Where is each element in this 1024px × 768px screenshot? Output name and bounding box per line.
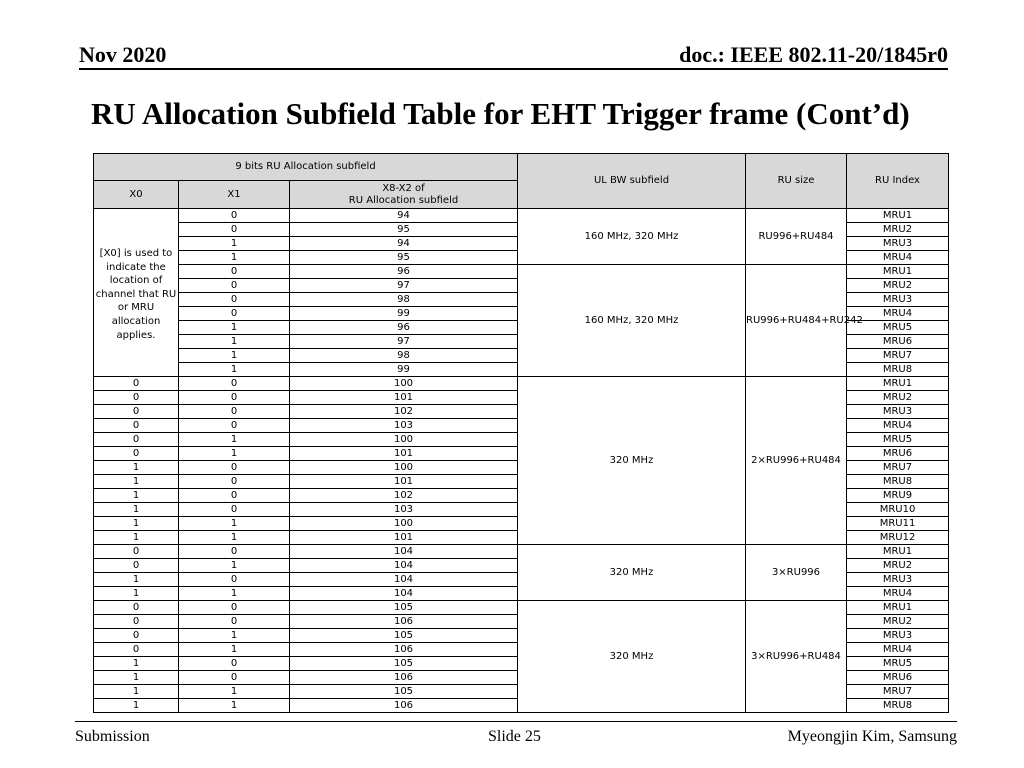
x1-cell: 1 (179, 321, 290, 335)
x1-cell: 1 (179, 685, 290, 699)
x0-cell: 1 (94, 671, 179, 685)
x1-cell: 0 (179, 391, 290, 405)
table-row (94, 377, 949, 391)
x0-cell: 1 (94, 517, 179, 531)
ru-index-cell: MRU4 (847, 643, 949, 657)
x8-x2-cell: 94 (290, 209, 518, 223)
x0-cell: 0 (94, 377, 179, 391)
x1-cell: 0 (179, 671, 290, 685)
ru-index-cell: MRU3 (847, 237, 949, 251)
x1-cell: 1 (179, 335, 290, 349)
ru-index-cell: MRU1 (847, 601, 949, 615)
header-date: Nov 2020 (79, 42, 167, 67)
x8-x2-cell: 103 (290, 503, 518, 517)
x0-cell: 1 (94, 489, 179, 503)
x0-cell: 0 (94, 391, 179, 405)
table-row (94, 545, 949, 559)
x8-x2-cell: 105 (290, 629, 518, 643)
x1-cell: 1 (179, 517, 290, 531)
x8-x2-cell: 105 (290, 685, 518, 699)
ul-bw-cell: 320 MHz (518, 545, 746, 601)
x0-cell: 1 (94, 685, 179, 699)
x0-cell: 0 (94, 601, 179, 615)
x8-x2-cell: 102 (290, 489, 518, 503)
x1-cell: 0 (179, 419, 290, 433)
x0-cell: 1 (94, 587, 179, 601)
x1-cell: 0 (179, 279, 290, 293)
ru-index-cell: MRU1 (847, 209, 949, 223)
ru-size-cell: 2×RU996+RU484 (746, 377, 847, 545)
ru-index-cell: MRU7 (847, 349, 949, 363)
x8-x2-cell: 96 (290, 265, 518, 279)
x8-x2-cell: 98 (290, 293, 518, 307)
ru-index-cell: MRU1 (847, 265, 949, 279)
x8-x2-cell: 104 (290, 573, 518, 587)
x8-x2-cell: 97 (290, 279, 518, 293)
x1-cell: 0 (179, 293, 290, 307)
x0-cell: 1 (94, 461, 179, 475)
ru-index-cell: MRU8 (847, 475, 949, 489)
ru-allocation-table (93, 153, 949, 713)
x1-cell: 0 (179, 489, 290, 503)
x0-cell: 0 (94, 433, 179, 447)
x8-x2-cell: 98 (290, 349, 518, 363)
header-x0: X0 (94, 181, 179, 209)
header-group-9bits: 9 bits RU Allocation subfield (94, 154, 518, 181)
x8-x2-cell: 100 (290, 461, 518, 475)
x0-note-cell: [X0] is used to indicate the location of channel that RU or MRU allocation applies. (94, 209, 179, 377)
x8-x2-cell: 95 (290, 251, 518, 265)
ru-index-cell: MRU8 (847, 699, 949, 713)
x8-x2-cell: 100 (290, 517, 518, 531)
ru-index-cell: MRU1 (847, 545, 949, 559)
x8-x2-cell: 105 (290, 601, 518, 615)
ru-index-cell: MRU5 (847, 433, 949, 447)
table-row (94, 209, 949, 223)
x8-x2-cell: 95 (290, 223, 518, 237)
x8-x2-cell: 106 (290, 671, 518, 685)
x1-cell: 1 (179, 447, 290, 461)
footer-author: Myeongjin Kim, Samsung (787, 728, 957, 745)
x1-cell: 0 (179, 503, 290, 517)
header-divider (79, 68, 948, 70)
ru-index-cell: MRU3 (847, 629, 949, 643)
x1-cell: 1 (179, 587, 290, 601)
ru-index-cell: MRU3 (847, 573, 949, 587)
x1-cell: 1 (179, 699, 290, 713)
ru-index-cell: MRU11 (847, 517, 949, 531)
x0-cell: 0 (94, 405, 179, 419)
ru-index-cell: MRU12 (847, 531, 949, 545)
header-x8-x2-line2: RU Allocation subfield (348, 194, 459, 206)
x1-cell: 0 (179, 475, 290, 489)
x1-cell: 1 (179, 349, 290, 363)
ru-index-cell: MRU3 (847, 293, 949, 307)
ru-index-cell: MRU4 (847, 307, 949, 321)
x0-cell: 1 (94, 503, 179, 517)
ru-index-cell: MRU2 (847, 279, 949, 293)
x8-x2-cell: 106 (290, 643, 518, 657)
x8-x2-cell: 99 (290, 363, 518, 377)
ru-index-cell: MRU6 (847, 671, 949, 685)
x0-cell: 0 (94, 643, 179, 657)
x8-x2-cell: 101 (290, 391, 518, 405)
x1-cell: 1 (179, 433, 290, 447)
ru-size-cell: 3×RU996 (746, 545, 847, 601)
x8-x2-cell: 100 (290, 377, 518, 391)
ru-index-cell: MRU8 (847, 363, 949, 377)
ru-index-cell: MRU5 (847, 321, 949, 335)
footer-divider (75, 721, 957, 722)
x8-x2-cell: 101 (290, 447, 518, 461)
ru-index-cell: MRU6 (847, 447, 949, 461)
table-row (94, 265, 949, 279)
x0-cell: 1 (94, 657, 179, 671)
x8-x2-cell: 97 (290, 335, 518, 349)
ul-bw-cell: 160 MHz, 320 MHz (518, 265, 746, 377)
ru-index-cell: MRU6 (847, 335, 949, 349)
ru-index-cell: MRU3 (847, 405, 949, 419)
x0-cell: 0 (94, 447, 179, 461)
header-x8-x2-line1: X8-X2 of (382, 182, 425, 194)
ru-index-cell: MRU4 (847, 419, 949, 433)
ru-index-cell: MRU7 (847, 461, 949, 475)
ru-size-cell: RU996+RU484 (746, 209, 847, 265)
header-ru-size: RU size (746, 154, 847, 209)
x1-cell: 0 (179, 223, 290, 237)
x0-cell: 0 (94, 419, 179, 433)
x1-cell: 1 (179, 559, 290, 573)
x0-cell: 0 (94, 559, 179, 573)
x1-cell: 0 (179, 615, 290, 629)
x1-cell: 1 (179, 251, 290, 265)
x1-cell: 0 (179, 461, 290, 475)
ru-index-cell: MRU2 (847, 391, 949, 405)
x8-x2-cell: 94 (290, 237, 518, 251)
slide-title: RU Allocation Subfield Table for EHT Trigger frame (Cont’d) (91, 96, 910, 131)
ru-index-cell: MRU7 (847, 685, 949, 699)
x1-cell: 1 (179, 363, 290, 377)
ru-index-cell: MRU2 (847, 559, 949, 573)
header-x1: X1 (179, 181, 290, 209)
x0-cell: 1 (94, 699, 179, 713)
ru-index-cell: MRU2 (847, 223, 949, 237)
ul-bw-cell: 320 MHz (518, 601, 746, 713)
x1-cell: 0 (179, 209, 290, 223)
x1-cell: 0 (179, 657, 290, 671)
x0-cell: 0 (94, 545, 179, 559)
header-ru-index: RU Index (847, 154, 949, 209)
x8-x2-cell: 103 (290, 419, 518, 433)
x8-x2-cell: 104 (290, 587, 518, 601)
x8-x2-cell: 102 (290, 405, 518, 419)
x1-cell: 0 (179, 601, 290, 615)
header-doc-id: doc.: IEEE 802.11-20/1845r0 (679, 42, 948, 67)
x8-x2-cell: 101 (290, 531, 518, 545)
table-row (94, 601, 949, 615)
ru-index-cell: MRU9 (847, 489, 949, 503)
x1-cell: 1 (179, 629, 290, 643)
x8-x2-cell: 104 (290, 545, 518, 559)
x0-cell: 0 (94, 629, 179, 643)
ru-index-cell: MRU4 (847, 587, 949, 601)
x1-cell: 1 (179, 237, 290, 251)
header-x8-x2 (290, 181, 518, 209)
x0-cell: 0 (94, 615, 179, 629)
x1-cell: 1 (179, 531, 290, 545)
x0-cell: 1 (94, 475, 179, 489)
ru-index-cell: MRU1 (847, 377, 949, 391)
x1-cell: 0 (179, 265, 290, 279)
x1-cell: 0 (179, 405, 290, 419)
ru-index-cell: MRU10 (847, 503, 949, 517)
x8-x2-cell: 96 (290, 321, 518, 335)
table-body (94, 209, 949, 713)
x8-x2-cell: 101 (290, 475, 518, 489)
ru-index-cell: MRU4 (847, 251, 949, 265)
x8-x2-cell: 99 (290, 307, 518, 321)
x8-x2-cell: 106 (290, 699, 518, 713)
ru-size-cell: 3×RU996+RU484 (746, 601, 847, 713)
ru-index-cell: MRU5 (847, 657, 949, 671)
x8-x2-cell: 100 (290, 433, 518, 447)
footer-submission: Submission (75, 728, 150, 745)
x8-x2-cell: 106 (290, 615, 518, 629)
x0-cell: 1 (94, 573, 179, 587)
ru-index-cell: MRU2 (847, 615, 949, 629)
ul-bw-cell: 160 MHz, 320 MHz (518, 209, 746, 265)
x1-cell: 0 (179, 307, 290, 321)
ru-size-cell: RU996+RU484+RU242 (746, 265, 847, 377)
x8-x2-cell: 104 (290, 559, 518, 573)
x1-cell: 1 (179, 643, 290, 657)
ul-bw-cell: 320 MHz (518, 377, 746, 545)
footer-slide-number: Slide 25 (488, 728, 541, 745)
header-ul-bw: UL BW subfield (518, 154, 746, 209)
x8-x2-cell: 105 (290, 657, 518, 671)
x1-cell: 0 (179, 573, 290, 587)
x1-cell: 0 (179, 545, 290, 559)
x1-cell: 0 (179, 377, 290, 391)
x0-cell: 1 (94, 531, 179, 545)
